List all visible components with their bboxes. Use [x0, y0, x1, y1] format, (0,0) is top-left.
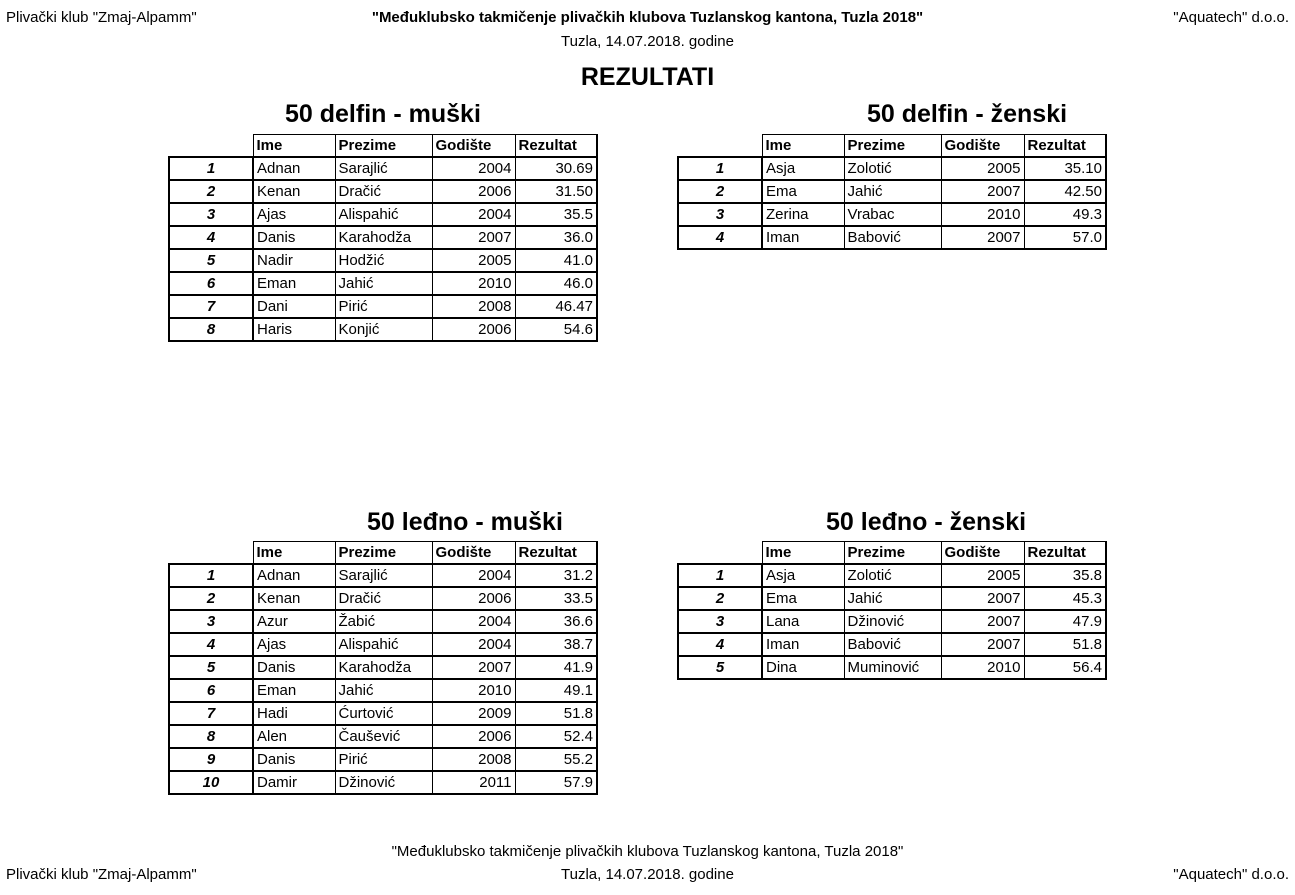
first-name-cell: Lana [762, 610, 844, 633]
table-header-row [678, 135, 1106, 158]
first-name-cell: Danis [253, 656, 335, 679]
result-cell: 30.69 [515, 157, 597, 180]
table-row [678, 587, 1106, 610]
first-name-cell: Ajas [253, 203, 335, 226]
birth-year-cell: 2010 [941, 656, 1024, 679]
table-header-row [678, 542, 1106, 565]
result-cell: 38.7 [515, 633, 597, 656]
result-cell: 54.6 [515, 318, 597, 341]
result-cell: 49.1 [515, 679, 597, 702]
result-cell: 51.8 [1024, 633, 1106, 656]
first-name-cell: Nadir [253, 249, 335, 272]
birth-year-cell: 2004 [432, 633, 515, 656]
birth-year-cell: 2008 [432, 295, 515, 318]
birth-year-cell: 2008 [432, 748, 515, 771]
position-cell: 2 [678, 587, 762, 610]
first-name-cell: Ajas [253, 633, 335, 656]
table-row [678, 180, 1106, 203]
birth-year-cell: 2007 [432, 656, 515, 679]
section-title-ledno-muski: 50 leđno - muški [367, 508, 563, 536]
position-cell: 2 [169, 180, 253, 203]
column-header-result: Rezultat [515, 135, 597, 158]
result-cell: 51.8 [515, 702, 597, 725]
last-name-cell: Dračić [335, 587, 432, 610]
column-header-last-name: Prezime [335, 135, 432, 158]
position-cell: 2 [169, 587, 253, 610]
table-row [169, 725, 597, 748]
results-table-delfin-muski [168, 134, 598, 342]
column-header-birth-year: Godište [432, 542, 515, 565]
position-cell: 5 [169, 656, 253, 679]
result-cell: 47.9 [1024, 610, 1106, 633]
header-event-title: "Međuklubsko takmičenje plivačkih klubova Tuzlanskog kantona, Tuzla 2018" [371, 9, 924, 26]
result-cell: 35.8 [1024, 564, 1106, 587]
table-row [169, 771, 597, 794]
result-cell: 36.0 [515, 226, 597, 249]
last-name-cell: Muminović [844, 656, 941, 679]
birth-year-cell: 2005 [941, 564, 1024, 587]
position-cell: 7 [169, 702, 253, 725]
result-cell: 42.50 [1024, 180, 1106, 203]
position-cell: 6 [169, 679, 253, 702]
result-cell: 35.5 [515, 203, 597, 226]
last-name-cell: Alispahić [335, 633, 432, 656]
first-name-cell: Dani [253, 295, 335, 318]
first-name-cell: Danis [253, 748, 335, 771]
position-cell: 4 [678, 633, 762, 656]
birth-year-cell: 2006 [432, 318, 515, 341]
table-row [169, 633, 597, 656]
position-cell: 8 [169, 318, 253, 341]
column-header-result: Rezultat [515, 542, 597, 565]
table-row [169, 748, 597, 771]
last-name-cell: Zolotić [844, 564, 941, 587]
last-name-cell: Hodžić [335, 249, 432, 272]
birth-year-cell: 2005 [941, 157, 1024, 180]
birth-year-cell: 2005 [432, 249, 515, 272]
last-name-cell: Karahodža [335, 226, 432, 249]
position-cell: 4 [169, 633, 253, 656]
table-row [678, 633, 1106, 656]
birth-year-cell: 2007 [941, 610, 1024, 633]
result-cell: 57.0 [1024, 226, 1106, 249]
result-cell: 36.6 [515, 610, 597, 633]
first-name-cell: Dina [762, 656, 844, 679]
table-header-row [169, 135, 597, 158]
first-name-cell: Hadi [253, 702, 335, 725]
results-table-ledno-muski [168, 541, 598, 795]
header-event-date: Tuzla, 14.07.2018. godine [561, 33, 734, 50]
last-name-cell: Čaušević [335, 725, 432, 748]
first-name-cell: Zerina [762, 203, 844, 226]
last-name-cell: Jahić [335, 272, 432, 295]
table-row [169, 318, 597, 341]
column-header-first-name: Ime [762, 135, 844, 158]
birth-year-cell: 2007 [941, 180, 1024, 203]
result-cell: 33.5 [515, 587, 597, 610]
position-cell: 3 [169, 203, 253, 226]
table-row [678, 564, 1106, 587]
first-name-cell: Kenan [253, 180, 335, 203]
results-table-ledno-zenski [677, 541, 1107, 680]
position-cell: 8 [169, 725, 253, 748]
last-name-cell: Jahić [844, 180, 941, 203]
first-name-cell: Eman [253, 679, 335, 702]
result-cell: 41.0 [515, 249, 597, 272]
result-cell: 46.47 [515, 295, 597, 318]
position-cell: 1 [678, 157, 762, 180]
last-name-cell: Džinović [844, 610, 941, 633]
table-row [169, 295, 597, 318]
first-name-cell: Haris [253, 318, 335, 341]
header-blank-cell [678, 542, 762, 565]
first-name-cell: Damir [253, 771, 335, 794]
birth-year-cell: 2006 [432, 180, 515, 203]
birth-year-cell: 2010 [941, 203, 1024, 226]
last-name-cell: Sarajlić [335, 564, 432, 587]
position-cell: 10 [169, 771, 253, 794]
table-row [169, 587, 597, 610]
position-cell: 6 [169, 272, 253, 295]
last-name-cell: Vrabac [844, 203, 941, 226]
last-name-cell: Konjić [335, 318, 432, 341]
last-name-cell: Babović [844, 226, 941, 249]
column-header-birth-year: Godište [432, 135, 515, 158]
birth-year-cell: 2004 [432, 157, 515, 180]
page-title: REZULTATI [580, 63, 715, 91]
column-header-last-name: Prezime [335, 542, 432, 565]
table-row [169, 203, 597, 226]
position-cell: 3 [678, 610, 762, 633]
result-cell: 45.3 [1024, 587, 1106, 610]
birth-year-cell: 2007 [941, 587, 1024, 610]
result-cell: 55.2 [515, 748, 597, 771]
last-name-cell: Džinović [335, 771, 432, 794]
first-name-cell: Azur [253, 610, 335, 633]
last-name-cell: Pirić [335, 295, 432, 318]
first-name-cell: Asja [762, 564, 844, 587]
last-name-cell: Zolotić [844, 157, 941, 180]
result-cell: 41.9 [515, 656, 597, 679]
header-club-name: Plivački klub "Zmaj-Alpamm" [6, 9, 197, 26]
header-blank-cell [169, 542, 253, 565]
header-blank-cell [169, 135, 253, 158]
column-header-last-name: Prezime [844, 135, 941, 158]
result-cell: 31.50 [515, 180, 597, 203]
column-header-result: Rezultat [1024, 542, 1106, 565]
birth-year-cell: 2007 [941, 633, 1024, 656]
birth-year-cell: 2006 [432, 725, 515, 748]
position-cell: 5 [169, 249, 253, 272]
column-header-first-name: Ime [253, 135, 335, 158]
birth-year-cell: 2011 [432, 771, 515, 794]
table-row [678, 157, 1106, 180]
position-cell: 3 [678, 203, 762, 226]
result-cell: 46.0 [515, 272, 597, 295]
last-name-cell: Pirić [335, 748, 432, 771]
last-name-cell: Alispahić [335, 203, 432, 226]
result-cell: 57.9 [515, 771, 597, 794]
table-row [678, 610, 1106, 633]
last-name-cell: Karahodža [335, 656, 432, 679]
position-cell: 5 [678, 656, 762, 679]
first-name-cell: Adnan [253, 564, 335, 587]
table-row [678, 656, 1106, 679]
footer-sponsor-name: "Aquatech" d.o.o. [1173, 866, 1289, 883]
section-title-delfin-zenski: 50 delfin - ženski [867, 100, 1068, 128]
table-row [169, 656, 597, 679]
result-cell: 52.4 [515, 725, 597, 748]
position-cell: 2 [678, 180, 762, 203]
table-header-row [169, 542, 597, 565]
position-cell: 9 [169, 748, 253, 771]
first-name-cell: Eman [253, 272, 335, 295]
table-row [678, 226, 1106, 249]
table-row [169, 702, 597, 725]
birth-year-cell: 2007 [432, 226, 515, 249]
first-name-cell: Iman [762, 226, 844, 249]
table-row [169, 272, 597, 295]
table-row [169, 564, 597, 587]
section-title-delfin-muski: 50 delfin - muški [285, 100, 481, 128]
result-cell: 35.10 [1024, 157, 1106, 180]
result-cell: 49.3 [1024, 203, 1106, 226]
table-row [169, 610, 597, 633]
table-row [678, 203, 1106, 226]
first-name-cell: Iman [762, 633, 844, 656]
first-name-cell: Adnan [253, 157, 335, 180]
last-name-cell: Jahić [335, 679, 432, 702]
birth-year-cell: 2010 [432, 679, 515, 702]
first-name-cell: Kenan [253, 587, 335, 610]
birth-year-cell: 2007 [941, 226, 1024, 249]
column-header-last-name: Prezime [844, 542, 941, 565]
last-name-cell: Ćurtović [335, 702, 432, 725]
footer-club-name: Plivački klub "Zmaj-Alpamm" [6, 866, 197, 883]
first-name-cell: Asja [762, 157, 844, 180]
table-row [169, 226, 597, 249]
result-cell: 56.4 [1024, 656, 1106, 679]
footer-event-title: "Međuklubsko takmičenje plivačkih klubova Tuzlanskog kantona, Tuzla 2018" [391, 843, 904, 860]
position-cell: 7 [169, 295, 253, 318]
position-cell: 1 [678, 564, 762, 587]
column-header-result: Rezultat [1024, 135, 1106, 158]
table-row [169, 157, 597, 180]
first-name-cell: Ema [762, 180, 844, 203]
section-title-ledno-zenski: 50 leđno - ženski [826, 508, 1027, 536]
last-name-cell: Sarajlić [335, 157, 432, 180]
first-name-cell: Danis [253, 226, 335, 249]
position-cell: 1 [169, 564, 253, 587]
birth-year-cell: 2004 [432, 564, 515, 587]
last-name-cell: Žabić [335, 610, 432, 633]
table-row [169, 180, 597, 203]
header-sponsor-name: "Aquatech" d.o.o. [1173, 9, 1289, 26]
position-cell: 4 [169, 226, 253, 249]
header-blank-cell [678, 135, 762, 158]
birth-year-cell: 2004 [432, 610, 515, 633]
results-table-delfin-zenski [677, 134, 1107, 250]
position-cell: 4 [678, 226, 762, 249]
first-name-cell: Ema [762, 587, 844, 610]
birth-year-cell: 2006 [432, 587, 515, 610]
position-cell: 3 [169, 610, 253, 633]
column-header-birth-year: Godište [941, 542, 1024, 565]
table-row [169, 249, 597, 272]
footer-event-date: Tuzla, 14.07.2018. godine [561, 866, 734, 883]
birth-year-cell: 2009 [432, 702, 515, 725]
last-name-cell: Dračić [335, 180, 432, 203]
result-cell: 31.2 [515, 564, 597, 587]
column-header-first-name: Ime [253, 542, 335, 565]
position-cell: 1 [169, 157, 253, 180]
birth-year-cell: 2010 [432, 272, 515, 295]
last-name-cell: Babović [844, 633, 941, 656]
birth-year-cell: 2004 [432, 203, 515, 226]
table-row [169, 679, 597, 702]
column-header-birth-year: Godište [941, 135, 1024, 158]
first-name-cell: Alen [253, 725, 335, 748]
last-name-cell: Jahić [844, 587, 941, 610]
column-header-first-name: Ime [762, 542, 844, 565]
